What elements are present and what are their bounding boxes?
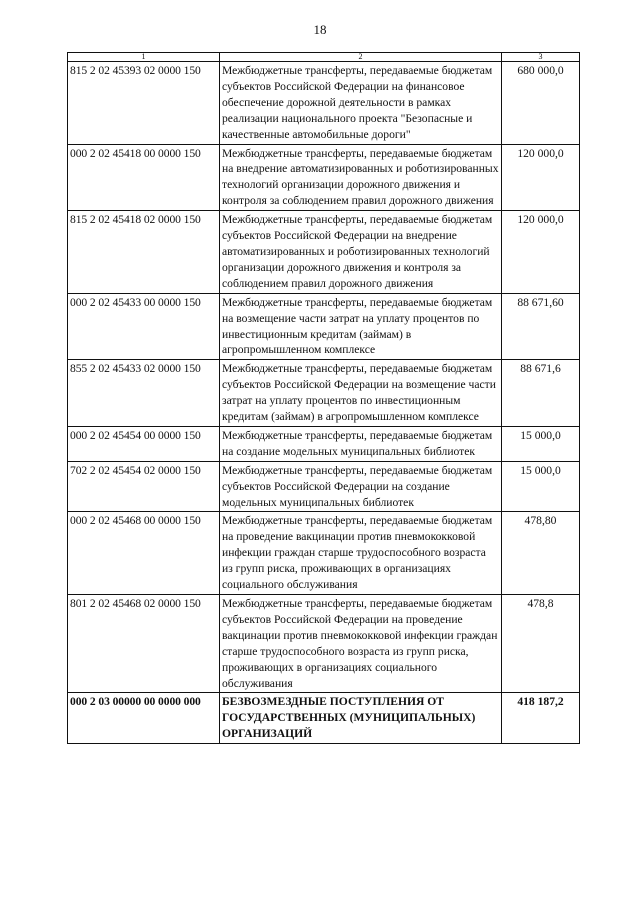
row-amount: 418 187,2 bbox=[502, 693, 580, 744]
row-amount: 478,80 bbox=[502, 512, 580, 595]
row-name: Межбюджетные трансферты, передаваемые бюджетам на проведение вакцинации против пневмококковой инфекции граждан старше трудоспособного возраста из групп риска, проживающих в организациях социального обслуживания bbox=[220, 512, 502, 595]
table-row bbox=[68, 426, 580, 461]
row-amount: 120 000,0 bbox=[502, 144, 580, 211]
column-header-amount: 3 bbox=[502, 53, 580, 62]
row-name: Межбюджетные трансферты, передаваемые бюджетам субъектов Российской Федерации на создание модельных муниципальных библиотек bbox=[220, 461, 502, 512]
column-header-name: 2 bbox=[220, 53, 502, 62]
row-code: 855 2 02 45433 02 0000 150 bbox=[68, 360, 220, 427]
page-number: 18 bbox=[313, 22, 327, 37]
row-amount: 88 671,6 bbox=[502, 360, 580, 427]
table-row bbox=[68, 360, 580, 427]
row-name: БЕЗВОЗМЕЗДНЫЕ ПОСТУПЛЕНИЯ ОТ ГОСУДАРСТВЕННЫХ (МУНИЦИПАЛЬНЫХ) ОРГАНИЗАЦИЙ bbox=[220, 693, 502, 744]
row-code: 000 2 02 45454 00 0000 150 bbox=[68, 426, 220, 461]
row-code: 815 2 02 45393 02 0000 150 bbox=[68, 62, 220, 145]
row-amount: 680 000,0 bbox=[502, 62, 580, 145]
row-amount: 15 000,0 bbox=[502, 426, 580, 461]
row-code: 000 2 03 00000 00 0000 000 bbox=[68, 693, 220, 744]
row-name: Межбюджетные трансферты, передаваемые бюджетам на создание модельных муниципальных библиотек bbox=[220, 426, 502, 461]
row-amount: 478,8 bbox=[502, 595, 580, 693]
row-amount: 15 000,0 bbox=[502, 461, 580, 512]
column-header-code: 1 bbox=[68, 53, 220, 62]
row-name: Межбюджетные трансферты, передаваемые бюджетам субъектов Российской Федерации на возмещение части затрат на уплату процентов по инвестиционным кредитам (займам) в агропромышленном комплексе bbox=[220, 360, 502, 427]
row-name: Межбюджетные трансферты, передаваемые бюджетам на возмещение части затрат на уплату процентов по инвестиционным кредитам (займам) в агропромышленном комплексе bbox=[220, 293, 502, 360]
row-amount: 88 671,60 bbox=[502, 293, 580, 360]
row-name: Межбюджетные трансферты, передаваемые бюджетам субъектов Российской Федерации на внедрение автоматизированных и роботизированных технологий организации дорожного движения и контроля за соблюдением правил дорожного движения bbox=[220, 211, 502, 294]
table-row bbox=[68, 144, 580, 211]
row-code: 815 2 02 45418 02 0000 150 bbox=[68, 211, 220, 294]
row-amount: 120 000,0 bbox=[502, 211, 580, 294]
table-row-total bbox=[68, 693, 580, 744]
row-code: 801 2 02 45468 02 0000 150 bbox=[68, 595, 220, 693]
table-row bbox=[68, 293, 580, 360]
table-row bbox=[68, 62, 580, 145]
row-code: 702 2 02 45454 02 0000 150 bbox=[68, 461, 220, 512]
row-name: Межбюджетные трансферты, передаваемые бюджетам на внедрение автоматизированных и роботизированных технологий организации дорожного движения и контроля за соблюдением правил дорожного движения bbox=[220, 144, 502, 211]
row-code: 000 2 02 45433 00 0000 150 bbox=[68, 293, 220, 360]
table-row bbox=[68, 595, 580, 693]
table-row bbox=[68, 211, 580, 294]
row-code: 000 2 02 45468 00 0000 150 bbox=[68, 512, 220, 595]
table-row bbox=[68, 512, 580, 595]
row-code: 000 2 02 45418 00 0000 150 bbox=[68, 144, 220, 211]
budget-table bbox=[67, 52, 580, 744]
table-row bbox=[68, 461, 580, 512]
table-header-row bbox=[68, 53, 580, 62]
row-name: Межбюджетные трансферты, передаваемые бюджетам субъектов Российской Федерации на финансовое обеспечение дорожной деятельности в рамках реализации национального проекта "Безопасные и качественные автомобильные дороги" bbox=[220, 62, 502, 145]
row-name: Межбюджетные трансферты, передаваемые бюджетам субъектов Российской Федерации на проведение вакцинации против пневмококковой инфекции граждан старше трудоспособного возраста из групп риска, проживающих в организациях социального обслуживания bbox=[220, 595, 502, 693]
